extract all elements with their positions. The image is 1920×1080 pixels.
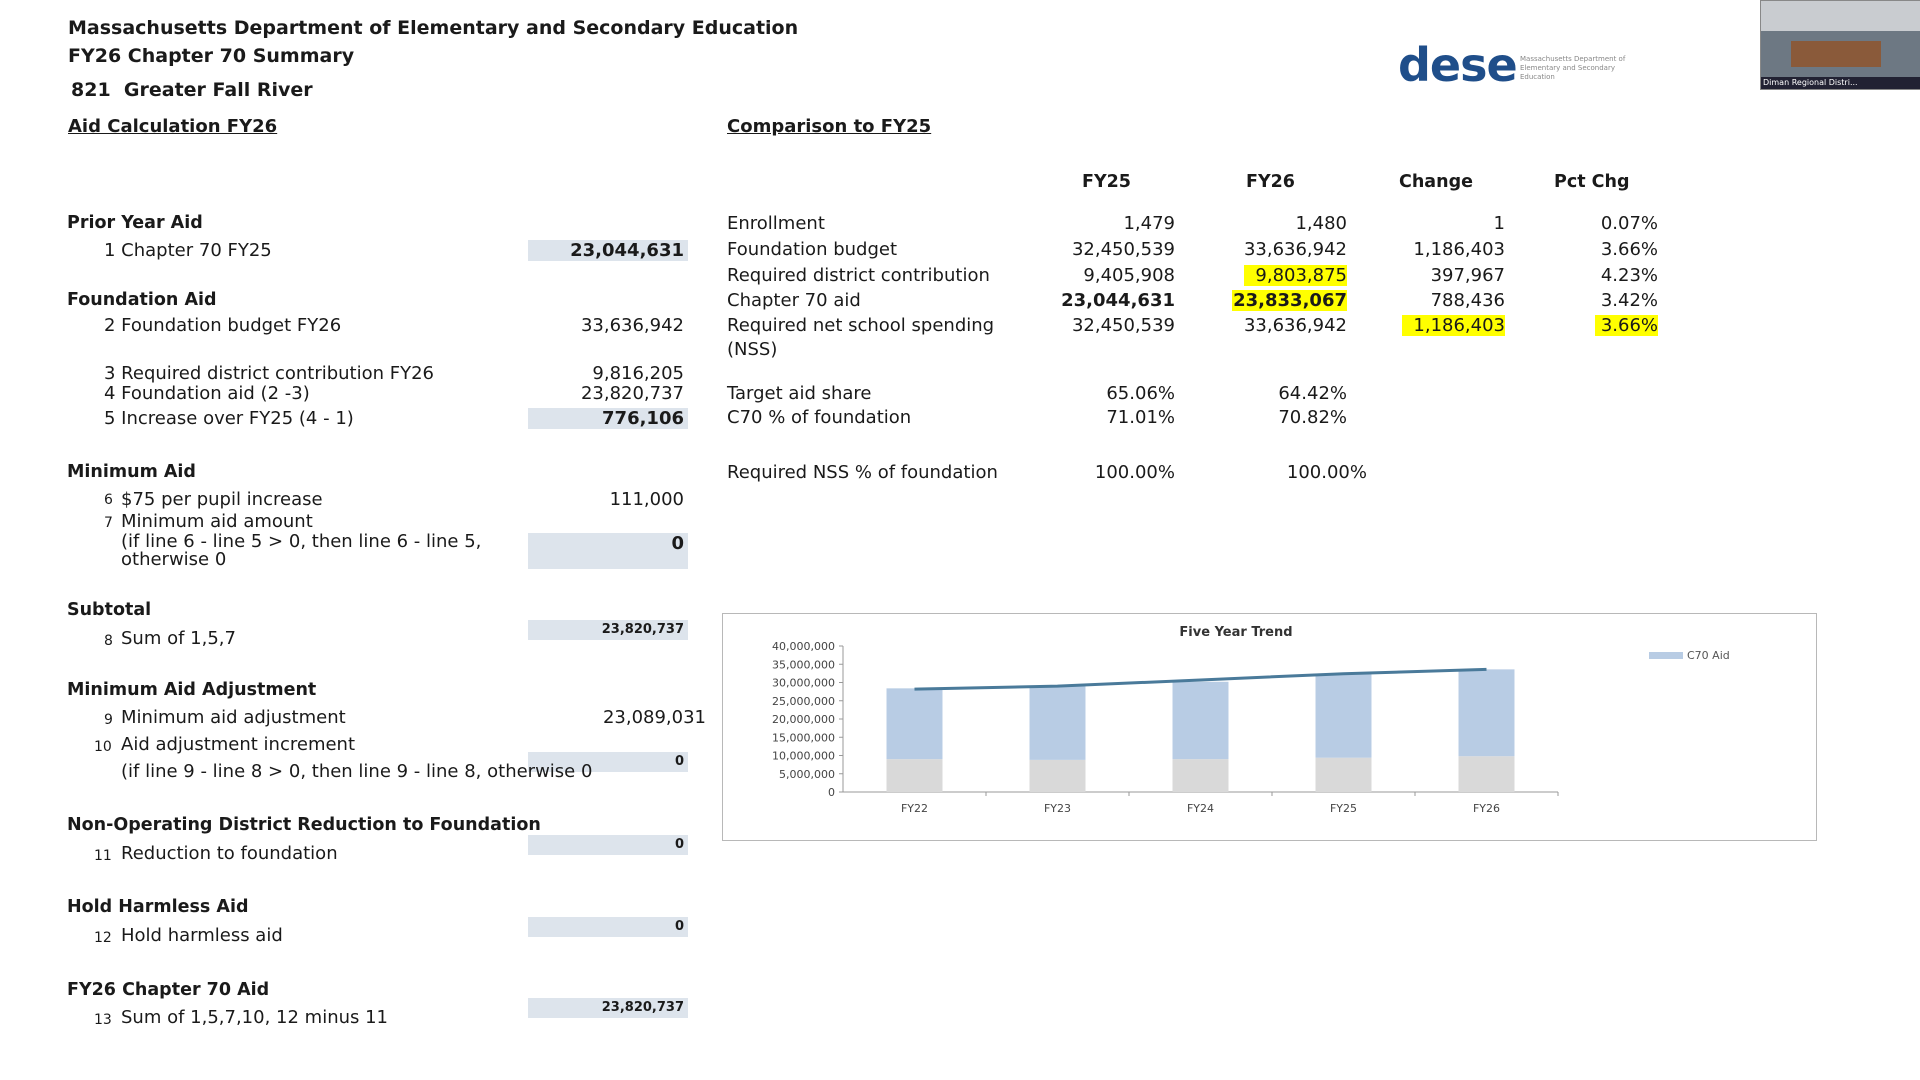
line10-number: 10 [94,739,112,755]
chart-svg [723,614,1816,840]
bar-fy26-seg0 [1459,756,1515,792]
line13-value: 23,820,737 [528,998,688,1018]
line7-label: Minimum aid amount [121,511,313,532]
line3-label: 3 Required district contribution FY26 [104,363,435,384]
y-tick-label: 10,000,000 [772,749,835,763]
legend-label: C70 Aid [1687,649,1730,662]
aid-calc-title: Aid Calculation FY26 [68,116,278,137]
foundation-fy25: 32,450,539 [1071,239,1175,260]
line10-label: Aid adjustment increment [121,734,356,755]
line12-label: Hold harmless aid [121,925,283,946]
line6-label: $75 per pupil increase [121,489,323,510]
enrollment-fy25: 1,479 [1123,213,1175,234]
minimum-aid-heading: Minimum Aid [67,462,196,482]
webcam-table [1791,41,1881,67]
bar-fy22-seg1 [887,688,943,759]
target-aid-label: Target aid share [727,383,872,404]
contribution-fy26: 9,803,875 [1244,265,1347,286]
col-header-fy25: FY25 [1082,172,1131,192]
target-aid-fy26: 64.42% [1278,383,1347,404]
line7-value-cell [528,533,688,569]
nonop-heading: Non-Operating District Reduction to Foundation [67,815,541,835]
c70-pct-label: C70 % of foundation [727,407,912,428]
line3-value: 9,816,205 [592,363,684,384]
line9-value: 23,089,031 [602,707,706,728]
x-tick-label: FY25 [1329,802,1358,815]
line5-label: 5 Increase over FY25 (4 - 1) [104,408,354,429]
dese-logo [1398,38,1517,92]
c70-pct-fy26: 70.82% [1278,407,1347,428]
bar-fy25-seg0 [1316,758,1372,792]
line8-label: Sum of 1,5,7 [121,628,236,649]
foundation-fy26: 33,636,942 [1243,239,1347,260]
logo-wordmark: dese [1398,38,1517,92]
x-tick-label: FY24 [1186,802,1215,815]
five-year-trend-chart [722,613,1817,841]
contribution-change: 397,967 [1430,265,1505,286]
y-tick-label: 35,000,000 [772,658,835,672]
nss-change: 1,186,403 [1402,315,1505,336]
y-tick-label: 15,000,000 [772,731,835,745]
bar-fy23-seg0 [1030,760,1086,792]
final-aid-heading: FY26 Chapter 70 Aid [67,980,270,1000]
line9-label: Minimum aid adjustment [121,707,346,728]
chart-title: Five Year Trend [1179,625,1293,640]
c70-pct-fy25: 71.01% [1106,407,1175,428]
line11-number: 11 [94,848,112,864]
webcam-caption: Diman Regional Distri... [1761,77,1920,89]
col-header-fy26: FY26 [1246,172,1295,192]
nss-fy25: 32,450,539 [1071,315,1175,336]
line4-label: 4 Foundation aid (2 -3) [104,383,310,404]
line7-note-1: (if line 6 - line 5 > 0, then line 6 - line 5, [121,531,482,552]
enrollment-fy26: 1,480 [1295,213,1347,234]
y-tick-label: 5,000,000 [779,767,835,781]
district-name: 821 Greater Fall River [71,79,313,101]
col-header-pct: Pct Chg [1554,172,1630,192]
y-tick-label: 30,000,000 [772,676,835,690]
foundation-heading: Foundation Aid [67,290,217,310]
y-tick-label: 0 [828,786,835,799]
line12-number: 12 [94,930,112,946]
y-tick-label: 25,000,000 [772,694,835,708]
min-adj-heading: Minimum Aid Adjustment [67,680,317,700]
x-tick-label: FY26 [1472,802,1501,815]
line1-label: 1 Chapter 70 FY25 [104,240,272,261]
nss-pct-label: Required NSS % of foundation [727,462,998,483]
bar-fy24-seg0 [1173,759,1229,792]
line4-value: 23,820,737 [580,383,684,404]
bar-fy22-seg0 [887,759,943,792]
contribution-pct: 4.23% [1600,265,1658,286]
row-label-ch70: Chapter 70 aid [727,290,861,311]
line6-value: 111,000 [609,489,684,510]
ch70-pct: 3.42% [1600,290,1658,311]
ch70-change: 788,436 [1430,290,1505,311]
row-label-nss-cont: (NSS) [727,339,778,360]
line9-number: 9 [104,712,113,728]
subtotal-heading: Subtotal [67,600,152,620]
line7-value: 0 [671,533,684,554]
y-tick-label: 20,000,000 [772,713,835,726]
line11-value: 0 [528,835,688,855]
line7-note-2: otherwise 0 [121,549,227,570]
nss-pct-fy25: 100.00% [1094,462,1175,483]
bar-fy25-seg1 [1316,674,1372,758]
target-aid-fy25: 65.06% [1106,383,1175,404]
line11-label: Reduction to foundation [121,843,338,864]
line10-note: (if line 9 - line 8 > 0, then line 9 - line 8, otherwise 0 [121,761,593,782]
line13-number: 13 [94,1012,112,1028]
line1-value: 23,044,631 [528,240,688,261]
line2-value: 33,636,942 [580,315,684,336]
foundation-pct: 3.66% [1600,239,1658,260]
webcam-thumbnail[interactable] [1760,0,1920,90]
comparison-title: Comparison to FY25 [727,116,932,137]
x-tick-label: FY22 [900,802,929,815]
nss-pct: 3.66% [1595,315,1658,336]
legend-swatch [1649,652,1683,659]
webcam-ceiling [1761,1,1920,31]
line12-value: 0 [528,917,688,937]
col-header-change: Change [1399,172,1473,192]
bar-fy24-seg1 [1173,682,1229,759]
line8-number: 8 [104,633,113,649]
logo-tagline: Massachusetts Department of Elementary and Secondary Education [1520,55,1626,81]
row-label-nss: Required net school spending [727,315,995,336]
line8-value: 23,820,737 [528,620,688,640]
enrollment-change: 1 [1493,213,1505,234]
line2-label: 2 Foundation budget FY26 [104,315,342,336]
department-title: Massachusetts Department of Elementary and Secondary Education [68,17,799,39]
row-label-contribution: Required district contribution [727,265,990,286]
hold-harmless-heading: Hold Harmless Aid [67,897,249,917]
x-tick-label: FY23 [1043,802,1072,815]
line5-value: 776,106 [528,408,688,429]
row-label-foundation: Foundation budget [727,239,898,260]
ch70-fy25: 23,044,631 [1061,290,1175,311]
bar-fy26-seg1 [1459,669,1515,756]
line7-number: 7 [104,515,113,531]
ch70-fy26: 23,833,067 [1233,290,1347,311]
line10-value: 0 [674,754,684,769]
foundation-change: 1,186,403 [1413,239,1505,260]
prior-year-heading: Prior Year Aid [67,213,203,233]
line6-number: 6 [104,492,113,508]
nss-pct-fy26: 100.00% [1286,462,1367,483]
contribution-fy25: 9,405,908 [1083,265,1175,286]
report-title: FY26 Chapter 70 Summary [68,45,355,67]
y-tick-label: 40,000,000 [772,640,835,653]
enrollment-pct: 0.07% [1600,213,1658,234]
row-label-enrollment: Enrollment [727,213,825,234]
line13-label: Sum of 1,5,7,10, 12 minus 11 [121,1007,389,1028]
nss-fy26: 33,636,942 [1243,315,1347,336]
bar-fy23-seg1 [1030,686,1086,760]
